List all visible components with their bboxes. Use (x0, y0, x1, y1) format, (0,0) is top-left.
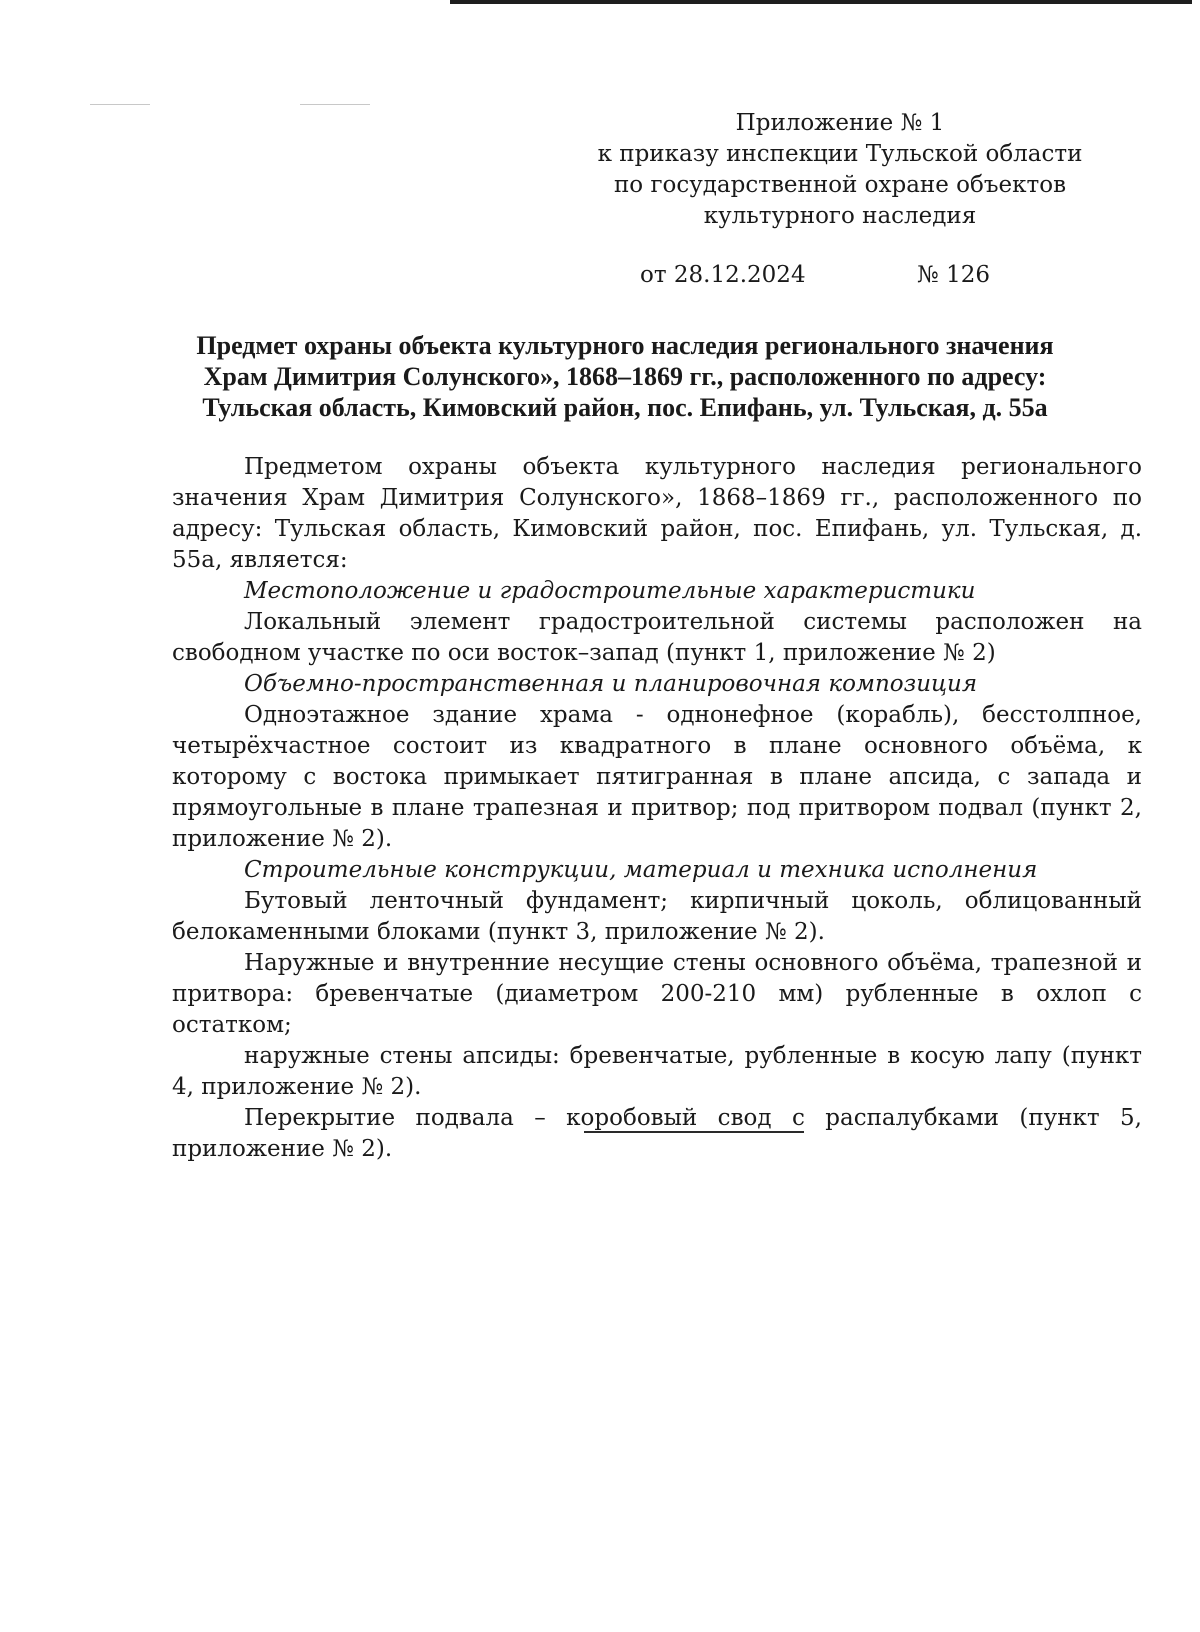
section-heading-composition: Объемно-пространственная и планировочная композиция (244, 671, 978, 697)
scan-speck (300, 104, 370, 105)
appendix-order-ref: к приказу инспекции Тульской области (597, 141, 1083, 167)
location-paragraph: Локальный элемент градостроительной системы расположен на свободном участке по оси восток–запад (пункт 1, приложение № 2) (172, 609, 1142, 666)
order-date: от 28.12.2024 (640, 262, 806, 288)
title-line: Храм Димитрия Солунского», 1868–1869 гг., расположенного по адресу: (203, 362, 1047, 391)
end-rule (584, 1131, 804, 1133)
apse-walls-paragraph: наружные стены апсиды: бревенчатые, рубленные в косую лапу (пункт 4, приложение № 2). (172, 1043, 1142, 1100)
composition-paragraph: Одноэтажное здание храма - однонефное (корабль), бесстолпное, четырёхчастное состоит из квадратного в плане основного объёма, к которому с востока примыкает пятигранная в плане апсида, с запада и прямоугольные в плане трапезная и притвор; под притвором подвал (пункт 2, приложение № 2). (172, 702, 1142, 852)
foundation-paragraph: Бутовый ленточный фундамент; кирпичный цоколь, облицованный белокаменными блоками (пункт 3, приложение № 2). (172, 888, 1142, 945)
appendix-authority: по государственной охране объектов (613, 172, 1067, 198)
title-line: Тульская область, Кимовский район, пос. Епифань, ул. Тульская, д. 55а (202, 393, 1048, 422)
intro-paragraph: Предметом охраны объекта культурного наследия регионального значения Храм Димитрия Солунского», 1868–1869 гг., расположенного по адресу: Тульская область, Кимовский район, пос. Епифань, ул. Тульская, д. 55а, является: (172, 454, 1142, 573)
appendix-header (560, 108, 1120, 232)
title-line: Предмет охраны объекта культурного наследия регионального значения (196, 331, 1054, 360)
order-number: № 126 (917, 262, 990, 288)
section-heading-construction: Строительные конструкции, материал и техника исполнения (244, 857, 1038, 883)
order-date-number (640, 260, 990, 291)
walls-paragraph: Наружные и внутренние несущие стены основного объёма, трапезной и притвора: бревенчатые (диаметром 200-210 мм) рубленные в охлоп с остатком; (172, 950, 1142, 1038)
section-heading-location: Местоположение и градостроительные характеристики (244, 578, 976, 604)
scan-top-edge (450, 0, 1192, 4)
basement-paragraph: Перекрытие подвала – коробовый свод с распалубками (пункт 5, приложение № 2). (172, 1105, 1142, 1162)
scan-speck (90, 104, 150, 105)
document-body (172, 452, 1142, 1165)
appendix-number: Приложение № 1 (735, 110, 945, 136)
document-title (150, 330, 1100, 423)
appendix-authority-cont: культурного наследия (703, 203, 977, 229)
